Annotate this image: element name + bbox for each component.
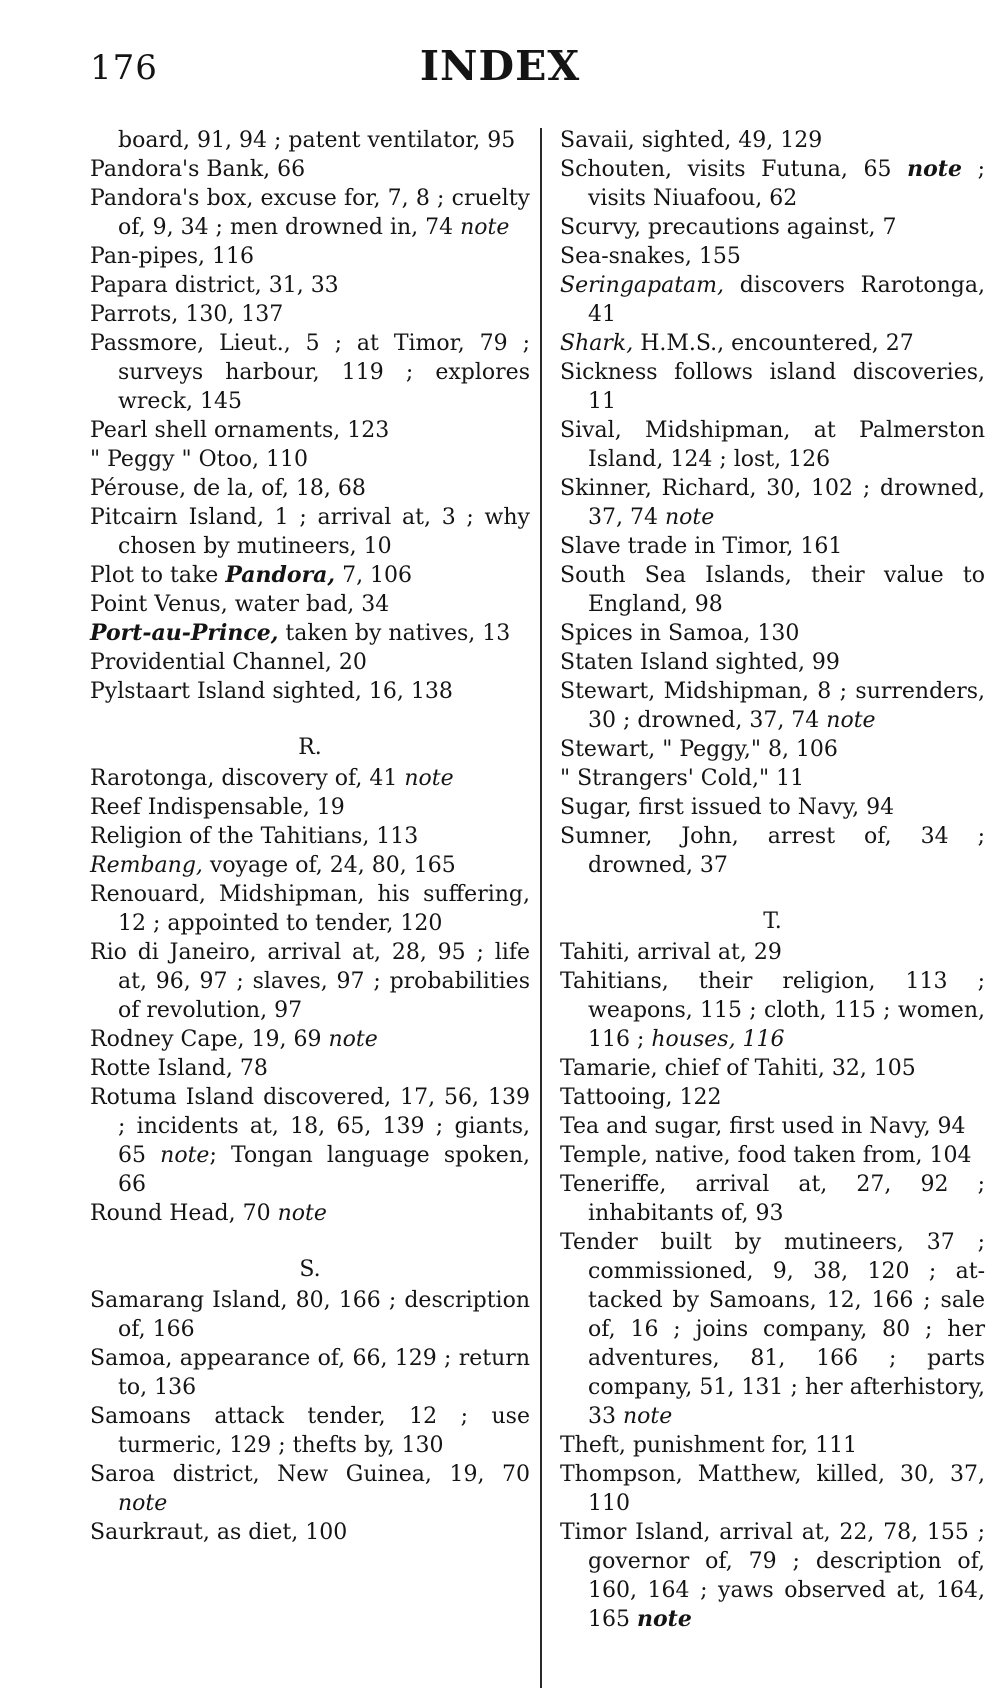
index-entry [90,1402,530,1460]
entry-text: Seringapatam, [560,273,725,298]
index-entry [560,1460,985,1518]
entry-text: Port-au-Prince, [90,620,279,646]
entry-text: Schouten, visits Futuna, 65 [560,157,908,182]
entry-text: Rotte Island, 78 [90,1056,268,1081]
entry-text: Spices in Samoa, 130 [560,621,800,646]
entry-text: Round Head, 70 [90,1201,278,1226]
entry-text: T. [763,909,782,934]
entry-text: Timor Island, arrival at, 22, 78, 155 ; governor of, 79 ; description of, 160, 164 ; yaws observed at, 164, 165 [560,1520,985,1632]
index-entry [560,1228,985,1431]
index-entry [560,271,985,329]
index-entry [90,1460,530,1518]
entry-text: note [907,156,962,182]
index-entry [90,1344,530,1402]
index-entry [90,474,530,503]
entry-text: Rarotonga, discovery of, 41 [90,766,405,791]
entry-text: note [404,766,454,791]
entry-text: " Strangers' Cold," 11 [560,766,805,791]
entry-text: Tea and sugar, first used in Navy, 94 [560,1114,966,1139]
index-entry [560,677,985,735]
index-entry [90,416,530,445]
entry-text: Stewart, " Peggy," 8, 106 [560,737,838,762]
entry-text: Passmore, Lieut., 5 ; at Timor, 79 ; surveys harbour, 119 ; explores wreck, 145 [90,331,530,414]
index-entry [560,619,985,648]
index-entry [90,648,530,677]
index-entry [90,1054,530,1083]
index-entry [560,1141,985,1170]
index-entry [90,677,530,706]
index-entry [90,880,530,938]
index-entry [560,1170,985,1228]
section-letter-heading [90,733,530,762]
index-entry [560,793,985,822]
entry-text: Tender built by mutineers, 37 ; commissioned, 9, 38, 120 ; attacked by Samoans, 12, 166 ; sale of, 16 ; joins company, 80 ; her adventures, 81, 166 ; parts company, 51, 131 ; her afterhistory, 33 [560,1230,985,1429]
index-entry [560,938,985,967]
index-entry [90,590,530,619]
entry-text: Pan-pipes, 116 [90,244,255,269]
index-entry [90,300,530,329]
index-entry [90,561,530,590]
entry-text: Sival, Midshipman, at Palmerston Island, 124 ; lost, 126 [560,418,985,472]
entry-text: Pandora's Bank, 66 [90,157,306,182]
index-entry [560,1112,985,1141]
page-title: INDEX [419,42,581,90]
entry-text: Sea-snakes, 155 [560,244,741,269]
entry-text: South Sea Islands, their value to England, 98 [560,563,985,617]
index-entry [90,1518,530,1547]
index-entry [90,822,530,851]
entry-text: Rembang, [90,853,203,878]
index-entry [560,561,985,619]
index-entry [560,358,985,416]
index-entry [560,126,985,155]
index-entry [90,445,530,474]
index-entry [90,503,530,561]
index-entry [90,184,530,242]
entry-text: board, 91, 94 ; patent ventilator, 95 [118,128,516,153]
entry-text: note [118,1491,168,1516]
entry-text: H.M.S., encountered, 27 [633,331,914,356]
index-entry [560,329,985,358]
entry-text: houses, 116 [651,1027,785,1052]
entry-text: Providential Channel, 20 [90,650,367,675]
index-entry [90,1199,530,1228]
section-letter-heading [560,907,985,936]
entry-text: " Peggy " Otoo, 110 [90,447,308,472]
index-column-left [90,126,530,1547]
entry-text: Pitcairn Island, 1 ; arrival at, 3 ; why chosen by mutineers, 10 [90,505,530,559]
entry-text: Pylstaart Island sighted, 16, 138 [90,679,453,704]
entry-text: note [623,1404,673,1429]
entry-text: Samarang Island, 80, 166 ; description of, 166 [90,1288,530,1342]
index-entry [560,155,985,213]
entry-text: taken by natives, 13 [278,621,511,646]
entry-text: Point Venus, water bad, 34 [90,592,390,617]
entry-text: Saroa district, New Guinea, 19, 70 [90,1462,530,1487]
entry-text: Pérouse, de la, of, 18, 68 [90,476,366,501]
index-entry [90,329,530,416]
entry-text: Tahiti, arrival at, 29 [560,940,782,965]
entry-text: note [277,1201,327,1226]
entry-text: Theft, punishment for, 111 [560,1433,858,1458]
index-entry [560,1054,985,1083]
entry-text: Reef Indispensable, 19 [90,795,345,820]
index-entry [560,967,985,1054]
entry-text: Savaii, sighted, 49, 129 [560,128,823,153]
entry-text: Shark, [560,331,634,356]
entry-text: Tattooing, 122 [560,1085,722,1110]
entry-text: Stewart, Midshipman, 8 ; surrenders, 30 ; drowned, 37, 74 [560,679,985,733]
index-entry [560,213,985,242]
index-entry [90,155,530,184]
entry-text: S. [299,1257,321,1282]
index-entry [560,242,985,271]
entry-text: Rotuma Island discovered, 17, 56, 139 ; incidents at, 18, 65, 139 ; giants, 65 [90,1085,530,1168]
index-entry-continuation [90,126,530,155]
entry-text: Plot to take [90,563,226,588]
entry-text: note [328,1027,378,1052]
index-entry [560,735,985,764]
entry-text: Skinner, Richard, 30, 102 ; drowned, 37, 74 [560,476,985,530]
index-entry [560,1518,985,1634]
index-entry [90,271,530,300]
index-entry [90,851,530,880]
entry-text: Thompson, Matthew, killed, 30, 37, 110 [560,1462,985,1516]
index-entry [560,822,985,880]
entry-text: note [664,505,715,530]
entry-text: Sugar, first issued to Navy, 94 [560,795,895,820]
entry-text: Tamarie, chief of Tahiti, 32, 105 [560,1056,916,1081]
entry-text: note [160,1143,210,1168]
entry-text: Pearl shell ornaments, 123 [90,418,390,443]
entry-text: discovers Rarotonga, 41 [588,273,985,327]
entry-text: Sumner, John, arrest of, 34 ; drowned, 37 [560,824,985,878]
index-entry [560,474,985,532]
entry-text: Pandora's box, excuse for, 7, 8 ; cruelty of, 9, 34 ; men drowned in, 74 [90,186,530,240]
index-entry [90,619,530,648]
index-entry [90,1286,530,1344]
entry-text: ; visits Niuafoou, 62 [588,157,986,211]
index-entry [90,1083,530,1199]
index-entry [560,416,985,474]
entry-text: Slave trade in Timor, 161 [560,534,843,559]
entry-text: Renouard, Midshipman, his suffering, 12 ; appointed to tender, 120 [90,882,530,936]
index-entry [560,1431,985,1460]
index-entry [90,764,530,793]
entry-text: note [636,1606,692,1632]
entry-text: R. [298,735,322,760]
entry-text: ; Tongan language spoken, 66 [118,1143,530,1197]
entry-text: Samoa, appearance of, 66, 129 ; return to, 136 [90,1346,530,1400]
entry-text: Rio di Janeiro, arrival at, 28, 95 ; life at, 96, 97 ; slaves, 97 ; probabilities of revolution, 97 [90,940,530,1023]
index-entry [90,793,530,822]
page-number: 176 [90,48,158,88]
index-column-right [560,126,985,1634]
entry-text: Scurvy, precautions against, 7 [560,215,897,240]
index-entry [560,648,985,677]
entry-text: Temple, native, food taken from, 104 [560,1143,972,1168]
index-entry [90,938,530,1025]
entry-text: Rodney Cape, 19, 69 [90,1027,329,1052]
section-letter-heading [90,1255,530,1284]
entry-text: Sickness follows island discoveries, 11 [560,360,985,414]
entry-text: Papara district, 31, 33 [90,273,339,298]
index-entry [560,764,985,793]
entry-text: note [460,215,510,240]
index-entry [560,532,985,561]
index-entry [90,1025,530,1054]
entry-text: Staten Island sighted, 99 [560,650,840,675]
column-divider [540,128,542,1688]
entry-text: Samoans attack tender, 12 ; use turmeric, 129 ; thefts by, 130 [90,1404,530,1458]
entry-text: Religion of the Tahitians, 113 [90,824,419,849]
entry-text: note [826,708,876,733]
entry-text: Parrots, 130, 137 [90,302,284,327]
index-entry [90,242,530,271]
entry-text: voyage of, 24, 80, 165 [202,853,456,878]
entry-text: Pandora, [225,562,336,588]
entry-text: Saurkraut, as diet, 100 [90,1520,348,1545]
entry-text: Teneriffe, arrival at, 27, 92 ; inhabitants of, 93 [560,1172,985,1226]
index-entry [560,1083,985,1112]
entry-text: Tahitians, their religion, 113 ; weapons, 115 ; cloth, 115 ; women, 116 ; [560,969,985,1052]
entry-text: 7, 106 [335,563,413,588]
